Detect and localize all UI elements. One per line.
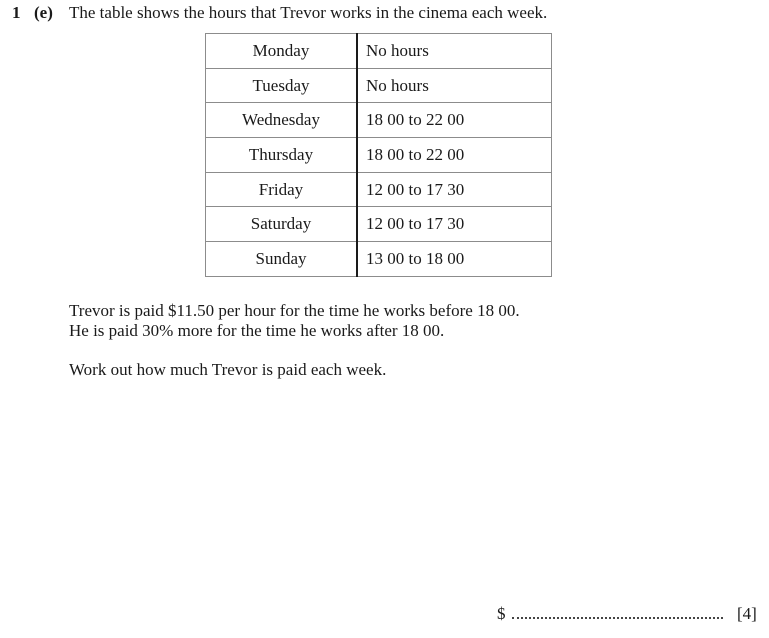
question-intro: The table shows the hours that Trevor works in the cinema each week.	[69, 3, 548, 22]
question-number: 1	[12, 3, 21, 22]
table-row	[206, 242, 552, 277]
hours-cell: 12 00 to 17 30	[357, 172, 552, 207]
hours-cell: 18 00 to 22 00	[357, 138, 552, 173]
table-row	[206, 207, 552, 242]
marks-label: [4]	[737, 604, 757, 623]
day-cell: Sunday	[206, 242, 358, 277]
answer-line[interactable]	[497, 604, 723, 624]
table-row	[206, 103, 552, 138]
day-cell: Thursday	[206, 138, 358, 173]
day-cell: Monday	[206, 34, 358, 69]
hours-cell: 12 00 to 17 30	[357, 207, 552, 242]
hours-cell: 13 00 to 18 00	[357, 242, 552, 277]
table-row	[206, 68, 552, 103]
table-row	[206, 138, 552, 173]
hours-cell: 18 00 to 22 00	[357, 103, 552, 138]
day-cell: Wednesday	[206, 103, 358, 138]
day-cell: Friday	[206, 172, 358, 207]
work-hours-table	[205, 33, 552, 277]
day-cell: Saturday	[206, 207, 358, 242]
table-row	[206, 34, 552, 69]
task-text: Work out how much Trevor is paid each week.	[69, 360, 387, 379]
currency-symbol: $	[497, 604, 506, 623]
table-row	[206, 172, 552, 207]
day-cell: Tuesday	[206, 68, 358, 103]
hours-cell: No hours	[357, 34, 552, 69]
overtime-rate-text: He is paid 30% more for the time he works after 18 00.	[69, 321, 445, 340]
question-part: (e)	[34, 3, 53, 22]
hours-cell: No hours	[357, 68, 552, 103]
pay-rate-text: Trevor is paid $11.50 per hour for the time he works before 18 00.	[69, 301, 520, 320]
answer-blank[interactable]	[512, 605, 723, 619]
